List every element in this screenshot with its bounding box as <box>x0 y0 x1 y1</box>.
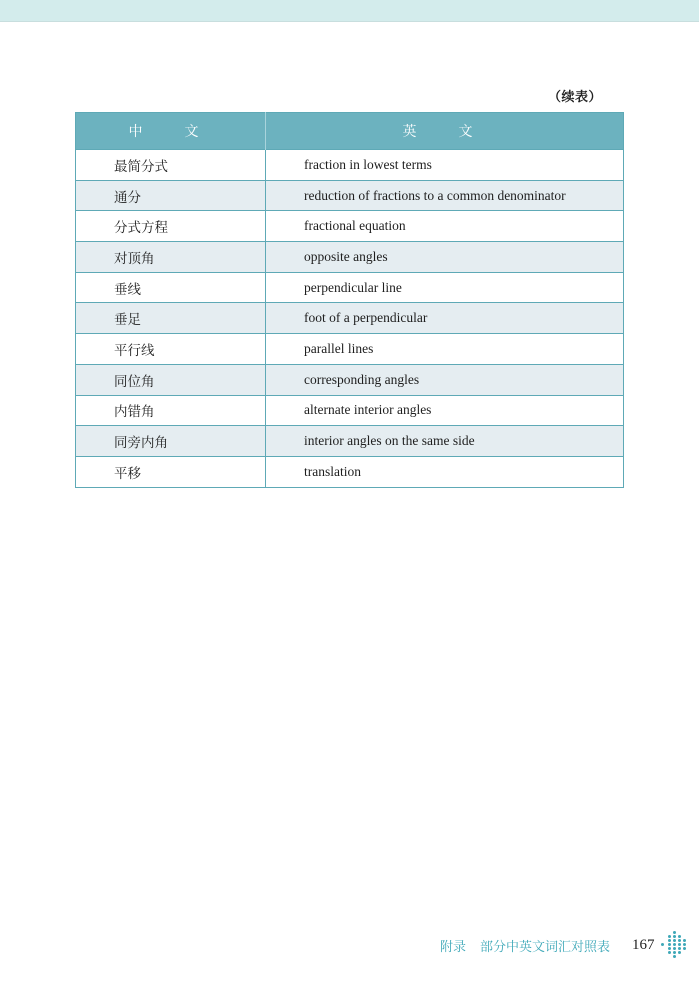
page-footer <box>440 935 689 955</box>
term-english: opposite angles <box>266 242 624 273</box>
term-english: interior angles on the same side <box>266 426 624 457</box>
page-number: 167 <box>632 936 655 953</box>
term-english: parallel lines <box>266 334 624 365</box>
term-chinese: 内错角 <box>76 395 266 426</box>
term-chinese: 垂足 <box>76 303 266 334</box>
term-chinese: 平行线 <box>76 334 266 365</box>
term-chinese: 同位角 <box>76 364 266 395</box>
table-row <box>76 180 624 211</box>
table-row <box>76 426 624 457</box>
table-header-row <box>76 113 624 150</box>
term-chinese: 最简分式 <box>76 150 266 181</box>
top-color-band <box>0 0 699 22</box>
term-english: translation <box>266 456 624 487</box>
table-row <box>76 303 624 334</box>
table-row <box>76 242 624 273</box>
table-row <box>76 364 624 395</box>
term-english: reduction of fractions to a common denominator <box>266 180 624 211</box>
header-chinese: 中 文 <box>76 113 266 150</box>
term-chinese: 对顶角 <box>76 242 266 273</box>
term-chinese: 分式方程 <box>76 211 266 242</box>
term-chinese: 通分 <box>76 180 266 211</box>
dot-arrow-icon <box>659 931 689 959</box>
table-row <box>76 272 624 303</box>
term-english: foot of a perpendicular <box>266 303 624 334</box>
table-row <box>76 150 624 181</box>
appendix-label: 附录 <box>440 939 467 955</box>
term-english: perpendicular line <box>266 272 624 303</box>
footer-section-title <box>440 936 610 955</box>
term-english: corresponding angles <box>266 364 624 395</box>
term-chinese: 垂线 <box>76 272 266 303</box>
table-row <box>76 334 624 365</box>
term-english: fractional equation <box>266 211 624 242</box>
continued-table-label: （续表） <box>548 90 603 105</box>
table-row <box>76 211 624 242</box>
glossary-table <box>75 112 624 488</box>
table-row <box>76 395 624 426</box>
table-row <box>76 456 624 487</box>
term-english: alternate interior angles <box>266 395 624 426</box>
term-english: fraction in lowest terms <box>266 150 624 181</box>
header-english: 英 文 <box>266 113 624 150</box>
section-title: 部分中英文词汇对照表 <box>480 939 611 955</box>
term-chinese: 平移 <box>76 456 266 487</box>
term-chinese: 同旁内角 <box>76 426 266 457</box>
